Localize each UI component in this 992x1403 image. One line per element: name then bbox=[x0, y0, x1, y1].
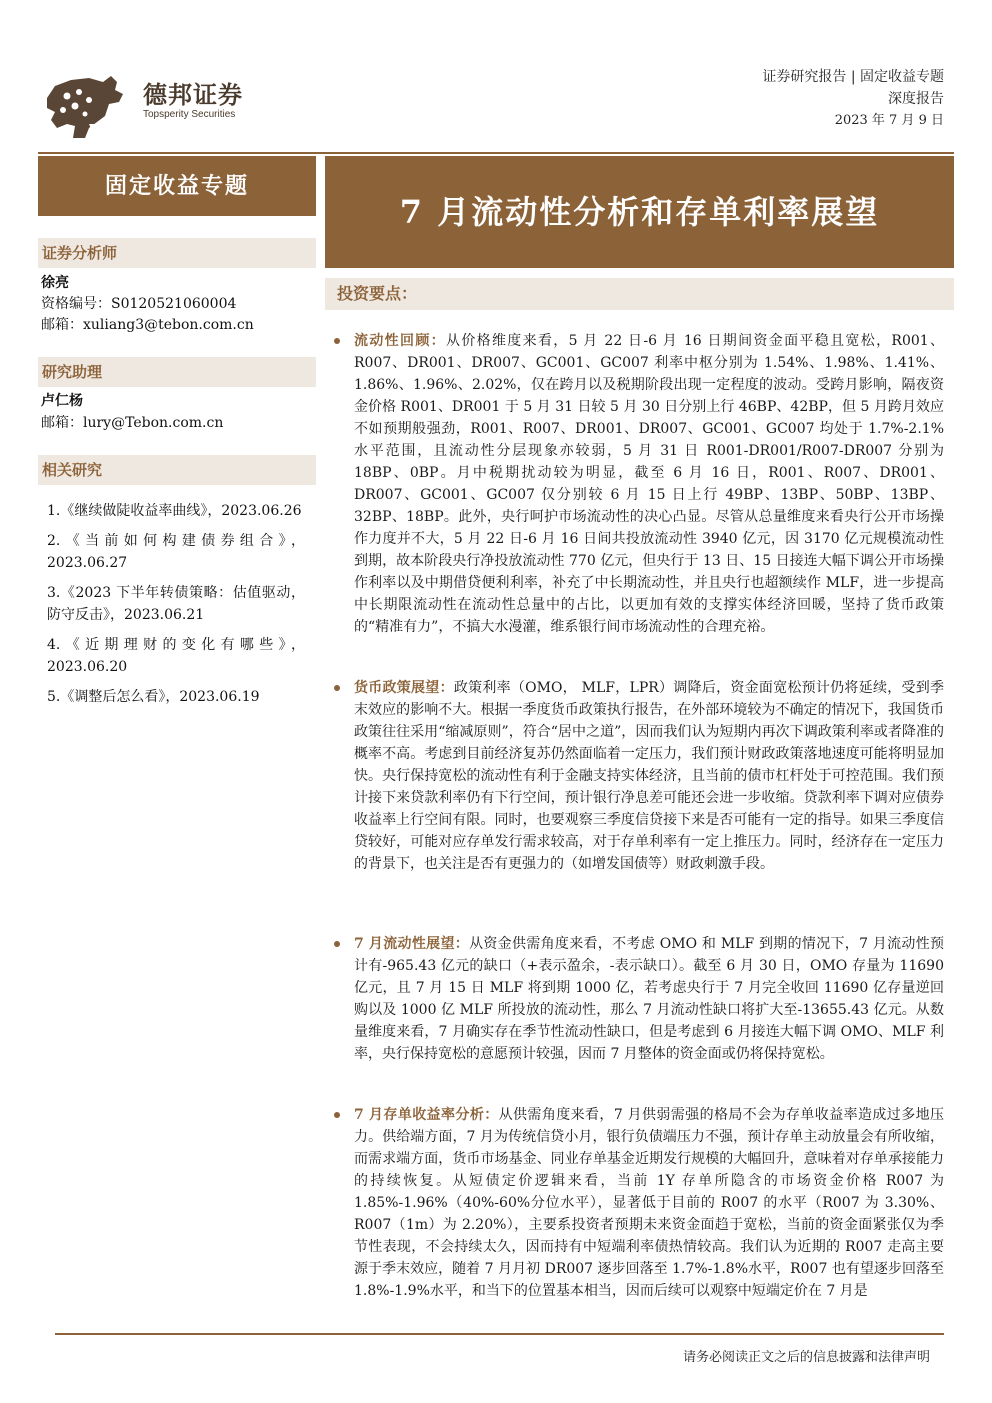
paragraph-cd-yield bbox=[354, 1104, 944, 1302]
paragraph-body: 政策利率（OMO， MLF，LPR）调降后，资金面宽松预计仍将延续，受到季末效应的影响不大。根据一季度货币政策执行报告，在外部环境较为不确定的情况下，我国货币政策往往采用“缩减原则”，符合“居中之道”，因而我们认为短期内再次下调政策利率或者降准的概率不高。考虑到目前经济复苏仍然面临着一定压力，我们预计财政政策落地速度可能将明显加快。央行保持宽松的流动性有利于金融支持实体经济，且当前的债市杠杆处于可控范围。我们预计接下来贷款利率仍有下行空间，预计银行净息差可能还会进一步收缩。贷款利率下调对应债券收益率上行空间有限。同时，也要观察三季度信贷接下来是否可能有一定的指导。如果三季度信贷较好，可能对应存单发行需求较高，对于存单利率有一定上推压力。同时，经济存在一定压力的背景下，也关注是否有更强力的（如增发国债等）财政刺激手段。 bbox=[354, 680, 944, 872]
brand bbox=[143, 82, 243, 120]
paragraph-body: 从供需角度来看，7 月供弱需强的格局不会为存单收益率造成过多地压力。供给端方面，7 月为传统信贷小月，银行负债端压力不强，预计存单主动放量会有所收缩，而需求端方面，货币市场基金、同业存单基金近期发行规模的大幅回升，意味着对存单承接能力的持续恢复。从短债定价逻辑来看，当前 1Y 存单所隐含的市场资金价格 R007 为 1.85%-1.96%（40%-60%分位水平），显著低于目前的 R007 的水平（R007 为 3.30%、R007（1m）为 2.20%），主要系投资者预期未来资金面趋于宽松，当前的资金面紧张仅为季节性表现，不会持续太久，因而持有中短端利率债热情较高。我们认为近期的 R007 走高主要源于季末效应，随着 7 月月初 DR007 逐步回落至 1.7%-1.8%水平，R007 也有望逐步回落至 1.8%-1.9%水平，和当下的位置基本相当，因而后续可以观察中短端定价在 7 月是 bbox=[354, 1107, 944, 1299]
analyst-license: 资格编号：S0120521060004 bbox=[41, 296, 237, 312]
brand-name-cn: 德邦证券 bbox=[143, 81, 243, 109]
sidebar-banner: 固定收益专题 bbox=[38, 156, 316, 216]
assistant-heading: 研究助理 bbox=[38, 357, 316, 387]
brand-name-en: Topsperity Securities bbox=[143, 109, 236, 120]
report-date: 2023 年 7 月 9 日 bbox=[834, 113, 944, 128]
related-item[interactable]: 4.《近期理财的变化有哪些》，2023.06.20 bbox=[47, 637, 305, 675]
header-rule bbox=[38, 152, 954, 154]
analyst-heading: 证券分析师 bbox=[38, 238, 316, 268]
paragraph-lead: 7 月流动性展望： bbox=[354, 936, 470, 952]
page-title: 7 月流动性分析和存单利率展望 bbox=[325, 156, 954, 268]
analyst-email[interactable]: 邮箱：xuliang3@tebon.com.cn bbox=[41, 317, 254, 333]
topsperity-logo bbox=[45, 72, 125, 140]
paragraph-monetary-outlook bbox=[354, 677, 944, 875]
report-header bbox=[762, 66, 944, 132]
bullet-icon bbox=[334, 941, 340, 947]
assistant-name: 卢仁杨 bbox=[41, 393, 83, 409]
related-heading: 相关研究 bbox=[38, 455, 316, 485]
assistant-email[interactable]: 邮箱：lury@Tebon.com.cn bbox=[41, 415, 224, 431]
related-item[interactable]: 2.《当前如何构建债券组合》，2023.06.27 bbox=[47, 533, 305, 571]
paragraph-lead: 7 月存单收益率分析： bbox=[354, 1107, 499, 1123]
paragraph-liquidity-review bbox=[354, 330, 944, 638]
bullet-icon bbox=[334, 338, 340, 344]
footer-rule bbox=[55, 1333, 944, 1335]
bullet-icon bbox=[334, 685, 340, 691]
related-item[interactable]: 1.《继续做陡收益率曲线》，2023.06.26 bbox=[47, 503, 302, 519]
paragraph-body: 从资金供需角度来看，不考虑 OMO 和 MLF 到期的情况下，7 月流动性预计有-965.43 亿元的缺口（+表示盈余，-表示缺口）。截至 6 月 30 日，OMO 存量为 11690 亿元，且 7 月 15 日 MLF 将到期 1000 亿，若考虑央行于 7 月完全收回 11690 亿存量逆回购以及 1000 亿 MLF 所投放的流动性，那么 7 月流动性缺口将扩大至-13655.43 亿元。从数量维度来看，7 月确实存在季节性流动性缺口，但是考虑到 6 月接连大幅下调 OMO、MLF 利率，央行保持宽松的意愿预计较强，因而 7 月整体的资金面或仍将保持宽松。 bbox=[354, 936, 944, 1062]
report-type: 深度报告 bbox=[888, 91, 944, 107]
investment-highlights-heading: 投资要点： bbox=[325, 278, 954, 310]
related-research-list bbox=[47, 500, 305, 716]
paragraph-lead: 流动性回顾： bbox=[354, 333, 446, 349]
paragraph-july-liquidity bbox=[354, 933, 944, 1065]
paragraph-body: 从价格维度来看，5 月 22 日-6 月 16 日期间资金面平稳且宽松，R001、R007、DR001、DR007、GC001、GC007 利率中枢分别为 1.54%、1.98%、1.41%、1.86%、1.96%、2.02%，仅在跨月以及税期阶段出现一定程度的波动。受跨月影响，隔夜资金价格 R001、DR001 于 5 月 31 日较 5 月 30 日分别上行 46BP、42BP，但 5 月跨月效应不如预期般强劲，R001、R007、DR001、DR007、GC001、GC007 均处于 1.7%-2.1%水平范围，且流动性分层现象亦较弱，5 月 31 日 R001-DR001/R007-DR007 分别为 18BP、0BP。月中税期扰动较为明显，截至 6 月 16 日，R001、R007、DR001、DR007、GC001、GC007 仅分别较 6 月 15 日上行 49BP、13BP、50BP、13BP、32BP、18BP。此外，央行呵护市场流动性的决心凸显。尽管从总量维度来看央行公开市场操作力度并不大，5 月 22 日-6 月 16 日间共投放流动性 3940 亿元，因 3170 亿元规模流动性到期，故本阶段央行净投放流动性 770 亿元，但央行于 13 日、15 日接连大幅下调公开市场操作利率以及中期借贷便利利率，补充了中长期流动性，并且央行也超额续作 MLF，进一步提高中长期限流动性在流动性总量中的占比，以更加有效的支撑实体经济回暖，坚持了货币政策的“精准有力”，不搞大水漫灌，维系银行间市场流动性的合理充裕。 bbox=[354, 333, 945, 635]
bullet-icon bbox=[334, 1112, 340, 1118]
related-item[interactable]: 5.《调整后怎么看》，2023.06.19 bbox=[47, 689, 260, 705]
analyst-name: 徐亮 bbox=[41, 275, 69, 291]
paragraph-lead: 货币政策展望： bbox=[354, 680, 454, 696]
report-category: 证券研究报告 | 固定收益专题 bbox=[762, 69, 944, 85]
related-item[interactable]: 3.《2023 下半年转债策略：估值驱动，防守反击》，2023.06.21 bbox=[47, 585, 305, 623]
footer-disclaimer: 请务必阅读正文之后的信息披露和法律声明 bbox=[682, 1350, 930, 1365]
